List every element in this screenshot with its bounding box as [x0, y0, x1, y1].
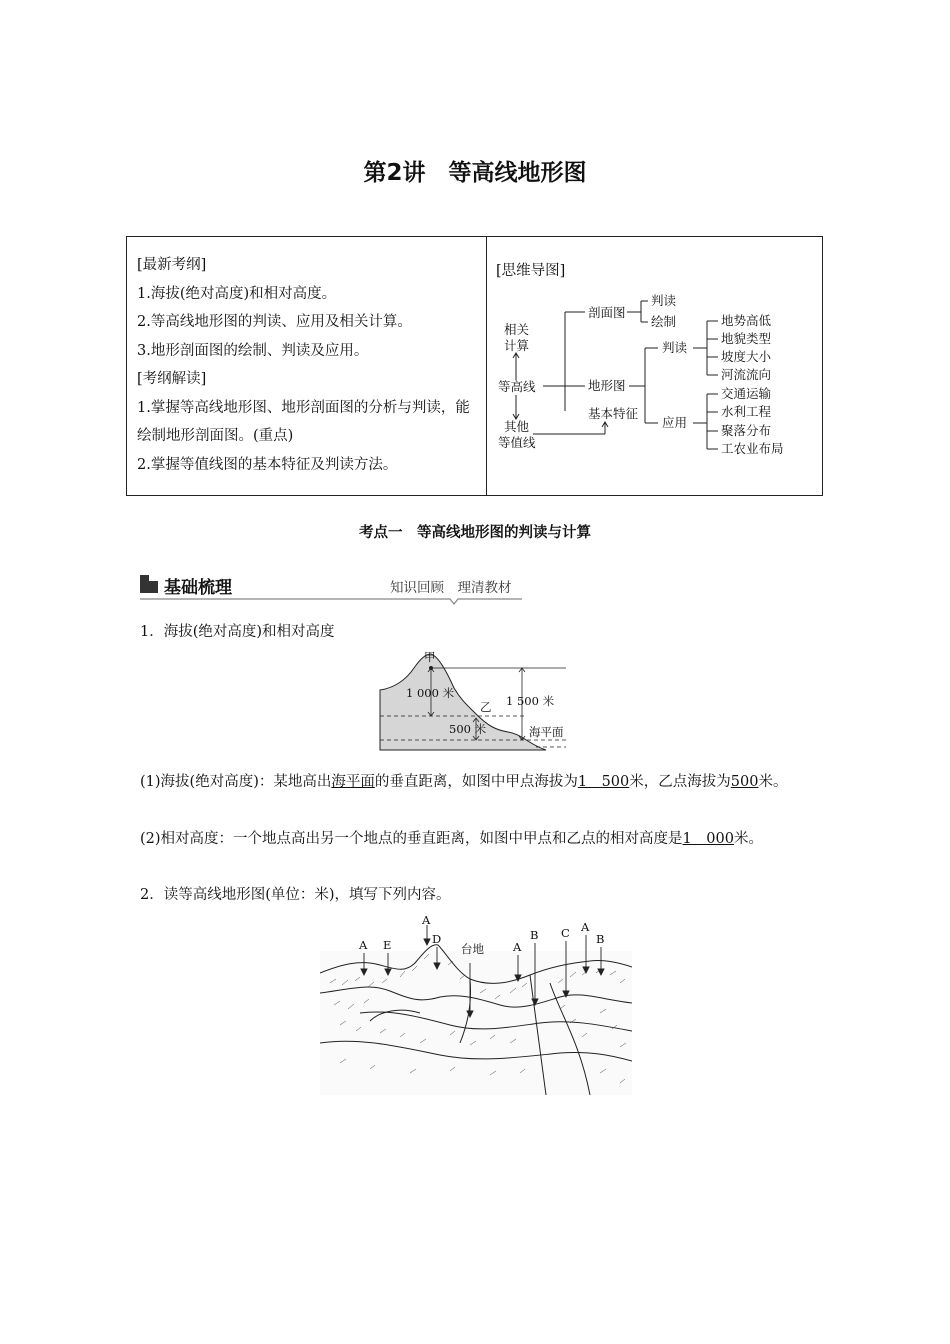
height-1500-label: 1 500 米 [506, 694, 555, 708]
label-a: A [422, 913, 431, 927]
banner-underline [140, 595, 522, 605]
banner-square-icon [140, 575, 158, 593]
label-a: A [581, 920, 590, 934]
answer-blank: 500 [730, 774, 759, 790]
mm-apply-item: 交通运输 [721, 386, 772, 401]
label-e: E [383, 938, 392, 952]
paragraph-altitude: (1)海拔(绝对高度)：某地高出海平面的垂直距离，如图中甲点海拔为1 500米，乙点海拔为500米。 [140, 774, 788, 790]
label-c: C [561, 926, 570, 940]
paragraph-relative-height: (2)相对高度：一个地点高出另一个地点的垂直距离，如图中甲点和乙点的相对高度是1 000米。 [140, 831, 763, 847]
label-b: B [596, 932, 605, 946]
mm-apply: 应用 [662, 415, 688, 430]
label-d: D [432, 932, 442, 946]
mm-profile: 剖面图 [588, 305, 626, 320]
mm-other: 其他 [504, 419, 530, 434]
answer-blank: 海平面 [331, 774, 375, 790]
mm-profile-draw: 绘制 [651, 314, 677, 329]
mm-apply-item: 聚落分布 [721, 423, 772, 438]
mindmap-heading: [思维导图] [496, 263, 566, 279]
terrain-illustration [320, 913, 632, 1095]
intro-box [126, 236, 823, 496]
mm-read: 判读 [662, 340, 688, 355]
section-banner [140, 571, 522, 607]
interpretation-heading: [考纲解读] [137, 371, 207, 387]
syllabus-item: 2.等高线地形图的判读、应用及相关计算。 [137, 314, 412, 330]
mm-read-item: 地貌类型 [721, 331, 772, 346]
mm-related: 相关 [504, 322, 530, 337]
interpretation-item: 1.掌握等高线地形图、地形剖面图的分析与判读，能绘制地形剖面图。(重点) [137, 399, 470, 444]
mm-apply-item: 水利工程 [721, 404, 772, 419]
mm-read-item: 河流流向 [721, 367, 772, 382]
label-a: A [359, 938, 368, 952]
interpretation-item: 2.掌握等值线图的基本特征及判读方法。 [137, 456, 398, 473]
mm-isoline: 等值线 [498, 435, 536, 450]
syllabus-item: 1.海拔(绝对高度)和相对高度。 [137, 285, 337, 302]
mm-profile-read: 判读 [651, 293, 677, 308]
mm-basic-features: 基本特征 [588, 406, 639, 421]
mm-center-contour: 等高线 [498, 379, 536, 394]
elevation-diagram [376, 648, 572, 760]
item2-heading: 2．读等高线地形图(单位：米)，填写下列内容。 [140, 887, 451, 903]
banner-subtitle: 知识回顾 理清教材 [390, 580, 512, 596]
mm-calc: 计算 [504, 338, 530, 353]
answer-blank: 1 000 [682, 831, 734, 847]
syllabus-heading: [最新考纲] [137, 257, 207, 273]
point-yi-label: 乙 [480, 700, 492, 714]
mind-map [487, 237, 823, 495]
point-jia-label: 甲 [424, 650, 436, 664]
mm-apply-item: 工农业布局 [721, 441, 784, 456]
sea-level-label: 海平面 [529, 725, 564, 739]
mm-read-item: 坡度大小 [721, 349, 772, 364]
label-a: A [513, 940, 522, 954]
height-1000-label: 1 000 米 [406, 686, 455, 700]
banner-title: 基础梳理 [164, 578, 232, 598]
answer-blank: 1 500 [577, 774, 630, 790]
syllabus-item: 3.地形剖面图的绘制、判读及应用。 [137, 342, 369, 359]
label-b: B [530, 928, 539, 942]
label-tableland: 台地 [461, 942, 484, 956]
item1-heading: 1．海拔(绝对高度)和相对高度 [140, 624, 335, 640]
section-title: 考点一 等高线地形图的判读与计算 [359, 525, 591, 541]
mm-topo-map: 地形图 [588, 378, 626, 393]
syllabus-column [137, 251, 479, 479]
height-500-label: 500 米 [449, 722, 487, 736]
mm-read-item: 地势高低 [721, 313, 772, 328]
page-title: 第2讲 等高线地形图 [363, 160, 587, 186]
